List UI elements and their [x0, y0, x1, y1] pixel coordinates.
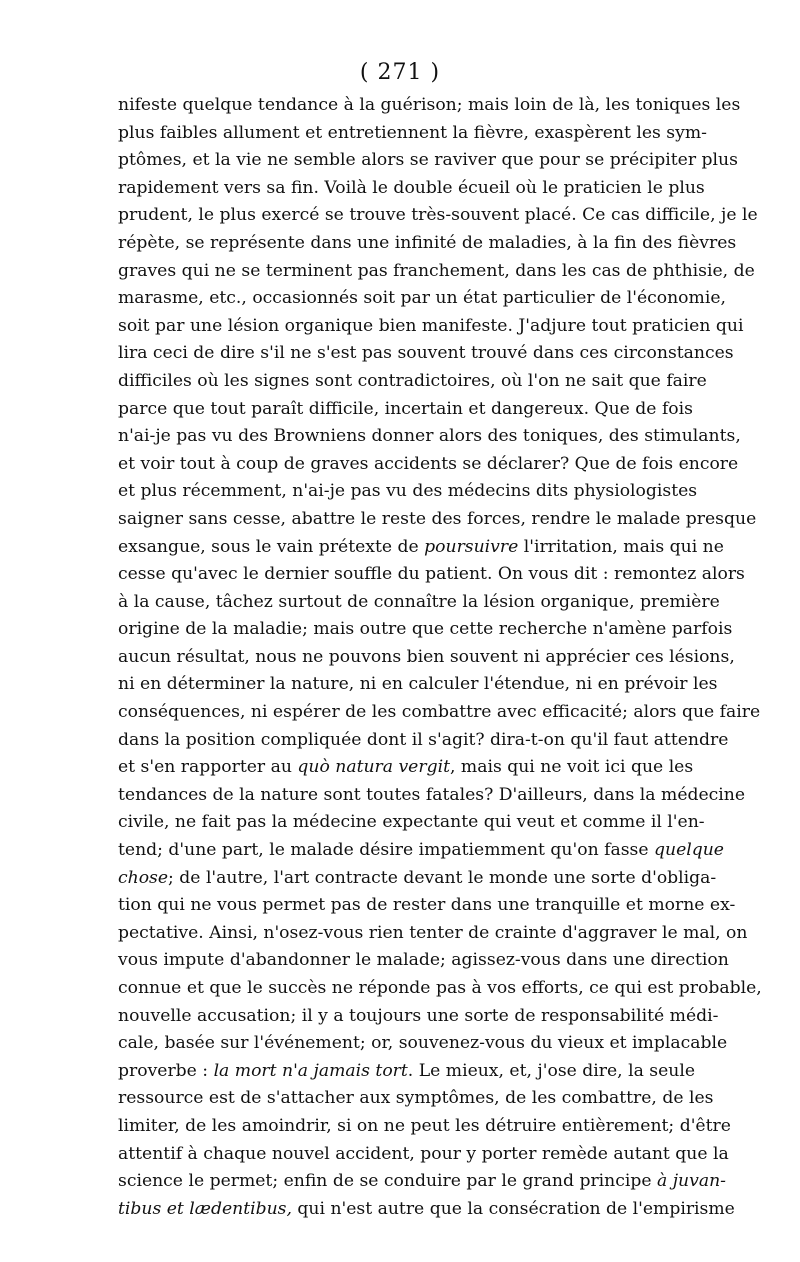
text-line [118, 975, 762, 1003]
text-line [118, 1030, 728, 1058]
text-run: et plus récemment, n'ai-je pas vu des médecins dits physiologistes [118, 481, 698, 502]
text-run: civile, ne fait pas la médecine expectante qui veut et comme il l'en- [118, 812, 705, 833]
text-line [118, 396, 693, 424]
text-run: conséquences, ni espérer de les combattre avec efficacité; alors que faire [118, 702, 761, 723]
text-run: et s'en rapporter au [118, 757, 298, 778]
text-run: cesse qu'avec le dernier souffle du patient. On vous dit : remontez alors [118, 564, 745, 585]
text-line [118, 644, 735, 672]
italic-text-run: quelque [654, 840, 724, 861]
text-run: marasme, etc., occasionnés soit par un état particulier de l'économie, [118, 288, 726, 309]
text-line [118, 202, 758, 230]
text-line [118, 920, 748, 948]
text-run: tion qui ne vous permet pas de rester dans une tranquille et morne ex- [118, 895, 736, 916]
italic-text-run: à juvan- [657, 1171, 726, 1192]
text-line [118, 1168, 726, 1196]
text-run: qui n'est autre que la consécration de l'empirisme [291, 1198, 735, 1219]
text-run: tend; d'une part, le malade désire impatiemment qu'on fasse [118, 840, 654, 861]
text-line [118, 837, 724, 865]
text-run: prudent, le plus exercé se trouve très-souvent placé. Ce cas difficile, je le [118, 205, 758, 226]
text-run: parce que tout paraît difficile, incertain et dangereux. Que de fois [118, 398, 693, 419]
text-line [118, 561, 745, 589]
italic-text-run: la mort n'a jamais tort [213, 1060, 408, 1081]
text-line [118, 727, 729, 755]
text-run: n'ai-je pas vu des Browniens donner alors des toniques, des stimulants, [118, 426, 741, 447]
text-line [118, 423, 741, 451]
text-run: vous impute d'abandonner le malade; agissez-vous dans une direction [118, 950, 729, 971]
text-run: ressource est de s'attacher aux symptômes, de les combattre, de les [118, 1088, 714, 1109]
text-line [118, 699, 761, 727]
text-line [118, 230, 737, 258]
text-line [118, 313, 744, 341]
text-run: origine de la maladie; mais outre que cette recherche n'amène parfois [118, 619, 733, 640]
text-run: saigner sans cesse, abattre le reste des forces, rendre le malade presque [118, 508, 757, 529]
text-run: . Le mieux, et, j'ose dire, la seule [407, 1060, 696, 1081]
text-line [118, 892, 736, 920]
italic-text-run: chose [118, 867, 169, 888]
text-run: , mais qui ne voit ici que les [449, 757, 694, 778]
text-line [118, 478, 698, 506]
text-line [118, 1113, 731, 1141]
text-run: ptômes, et la vie ne semble alors se raviver que pour se précipiter plus [118, 150, 738, 171]
text-line [118, 1003, 719, 1031]
text-run: pectative. Ainsi, n'osez-vous rien tenter de crainte d'aggraver le mal, on [118, 922, 748, 943]
text-run: limiter, de les amoindrir, si on ne peut les détruire entièrement; d'être [118, 1115, 731, 1136]
text-line [118, 782, 746, 810]
text-run: l'irritation, mais qui ne [518, 536, 724, 557]
text-run: ; de l'autre, l'art contracte devant le monde une sorte d'obliga- [168, 867, 717, 888]
text-run: ni en déterminer la nature, ni en calculer l'étendue, ni en prévoir les [118, 674, 718, 695]
text-line [118, 865, 717, 893]
text-line [118, 258, 755, 286]
text-run: lira ceci de dire s'il ne s'est pas souvent trouvé dans ces circonstances [118, 343, 734, 364]
text-run: proverbe : [118, 1060, 214, 1081]
text-line [118, 809, 705, 837]
text-run: difficiles où les signes sont contradictoires, où l'on ne sait que faire [118, 370, 707, 391]
text-run: tendances de la nature sont toutes fatales? D'ailleurs, dans la médecine [118, 784, 746, 805]
italic-text-run: quò natura vergit [297, 757, 450, 778]
text-line [118, 175, 705, 203]
text-run: nifeste quelque tendance à la guérison; mais loin de là, les toniques les [118, 95, 741, 115]
italic-text-run: tibus et lædentibus, [118, 1198, 292, 1219]
text-line [118, 1085, 714, 1113]
text-run: à la cause, tâchez surtout de connaître la lésion organique, première [118, 591, 720, 612]
italic-text-run: poursuivre [424, 536, 519, 557]
text-line [118, 534, 724, 562]
text-run: connue et que le succès ne réponde pas à vos efforts, ce qui est probable, [118, 978, 762, 998]
text-run: attentif à chaque nouvel accident, pour y porter remède autant que la [118, 1143, 729, 1164]
text-line [118, 368, 707, 396]
text-line [118, 340, 734, 368]
text-run: cale, basée sur l'événement; or, souvenez-vous du vieux et implacable [118, 1033, 728, 1054]
text-line [118, 147, 738, 175]
text-run: exsangue, sous le vain prétexte de [118, 536, 425, 557]
text-line [118, 754, 694, 782]
text-line [118, 451, 739, 479]
text-line [118, 120, 707, 148]
text-line [118, 589, 720, 617]
page-number: ( 271 ) [359, 60, 441, 85]
text-run: graves qui ne se terminent pas franchement, dans les cas de phthisie, de [118, 260, 755, 281]
body-text [118, 92, 762, 1223]
text-run: dans la position compliquée dont il s'agit? dira-t-on qu'il faut attendre [118, 729, 729, 750]
text-line [118, 92, 741, 120]
text-line [118, 506, 757, 534]
text-line [118, 947, 729, 975]
text-line [118, 671, 718, 699]
text-run: et voir tout à coup de graves accidents se déclarer? Que de fois encore [118, 453, 739, 474]
text-run: science le permet; enfin de se conduire par le grand principe [118, 1171, 657, 1192]
text-line [118, 1141, 729, 1169]
text-run: nouvelle accusation; il y a toujours une sorte de responsabilité médi- [118, 1005, 719, 1026]
text-run: répète, se représente dans une infinité de maladies, à la fin des fièvres [118, 232, 737, 253]
text-run: soit par une lésion organique bien manifeste. J'adjure tout praticien qui [118, 315, 744, 336]
text-line [118, 616, 733, 644]
text-line [118, 1058, 696, 1086]
text-run: aucun résultat, nous ne pouvons bien souvent ni apprécier ces lésions, [118, 646, 735, 667]
text-run: rapidement vers sa fin. Voilà le double écueil où le praticien le plus [118, 177, 705, 198]
text-line [118, 1196, 735, 1224]
text-line [118, 285, 726, 313]
text-run: plus faibles allument et entretiennent la fièvre, exaspèrent les sym- [118, 122, 707, 143]
